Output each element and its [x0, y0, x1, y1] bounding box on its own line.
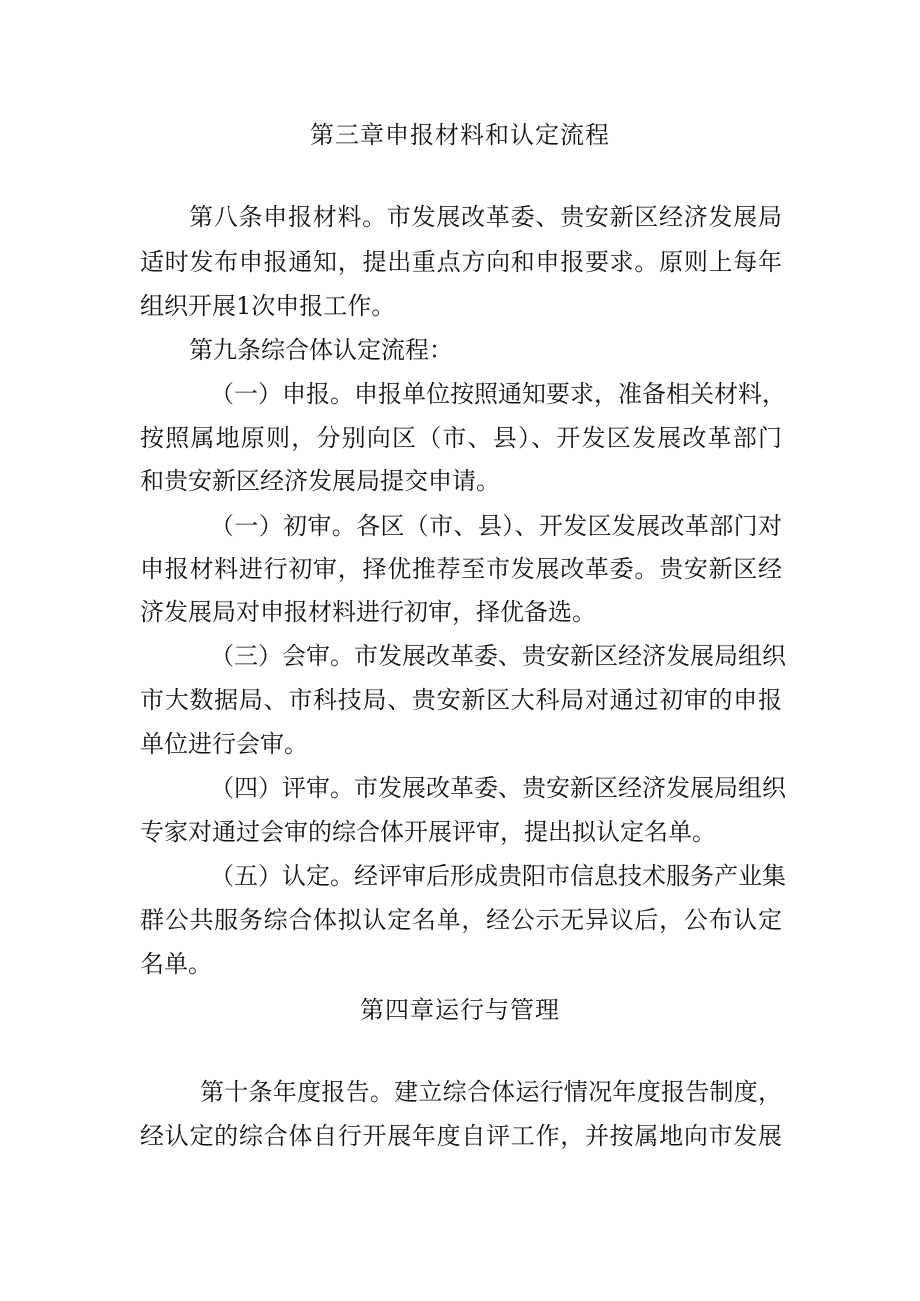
article-8-line-3: 组织开展1次申报工作。: [140, 292, 396, 320]
item-4-line-1: （四）评审。市发展改革委、贵安新区经济发展局组织: [210, 774, 786, 802]
item-2-line-3: 济发展局对申报材料进行初审，择优备选。: [140, 598, 596, 626]
item-5-line-3: 名单。: [140, 950, 212, 978]
item-4-line-2: 专家对通过会审的综合体开展评审，提出拟认定名单。: [140, 818, 716, 846]
item-1-line-1: （一）申报。申报单位按照通知要求，准备相关材料，: [210, 380, 786, 408]
article-9-heading: 第九条综合体认定流程：: [189, 336, 453, 364]
article-10-line-1: 第十条年度报告。建立综合体运行情况年度报告制度，: [200, 1078, 782, 1106]
chapter-3-heading: 第三章申报材料和认定流程: [310, 121, 610, 149]
article-10-line-2: 经认定的综合体自行开展年度自评工作，并按属地向市发展: [140, 1122, 782, 1150]
item-5-line-1: （五）认定。经评审后形成贵阳市信息技术服务产业集: [210, 862, 786, 890]
item-2-line-2: 申报材料进行初审，择优推荐至市发展改革委。贵安新区经: [140, 555, 782, 583]
item-1-line-3: 和贵安新区经济发展局提交申请。: [140, 467, 500, 495]
chapter-4-heading: 第四章运行与管理: [360, 996, 560, 1024]
item-5-line-2: 群公共服务综合体拟认定名单，经公示无异议后，公布认定: [140, 906, 782, 934]
article-8-line-1: 第八条申报材料。市发展改革委、贵安新区经济发展局: [189, 203, 782, 231]
item-2-line-1: （一）初审。各区（市、县）、开发区发展改革部门对: [210, 512, 782, 540]
item-3-line-3: 单位进行会审。: [140, 730, 308, 758]
item-3-line-2: 市大数据局、市科技局、贵安新区大科局对通过初审的申报: [140, 686, 782, 714]
item-3-line-1: （三）会审。市发展改革委、贵安新区经济发展局组织: [210, 642, 786, 670]
item-1-line-2: 按照属地原则，分别向区（市、县）、开发区发展改革部门: [140, 424, 782, 452]
article-8-line-2: 适时发布申报通知，提出重点方向和申报要求。原则上每年: [140, 248, 782, 276]
